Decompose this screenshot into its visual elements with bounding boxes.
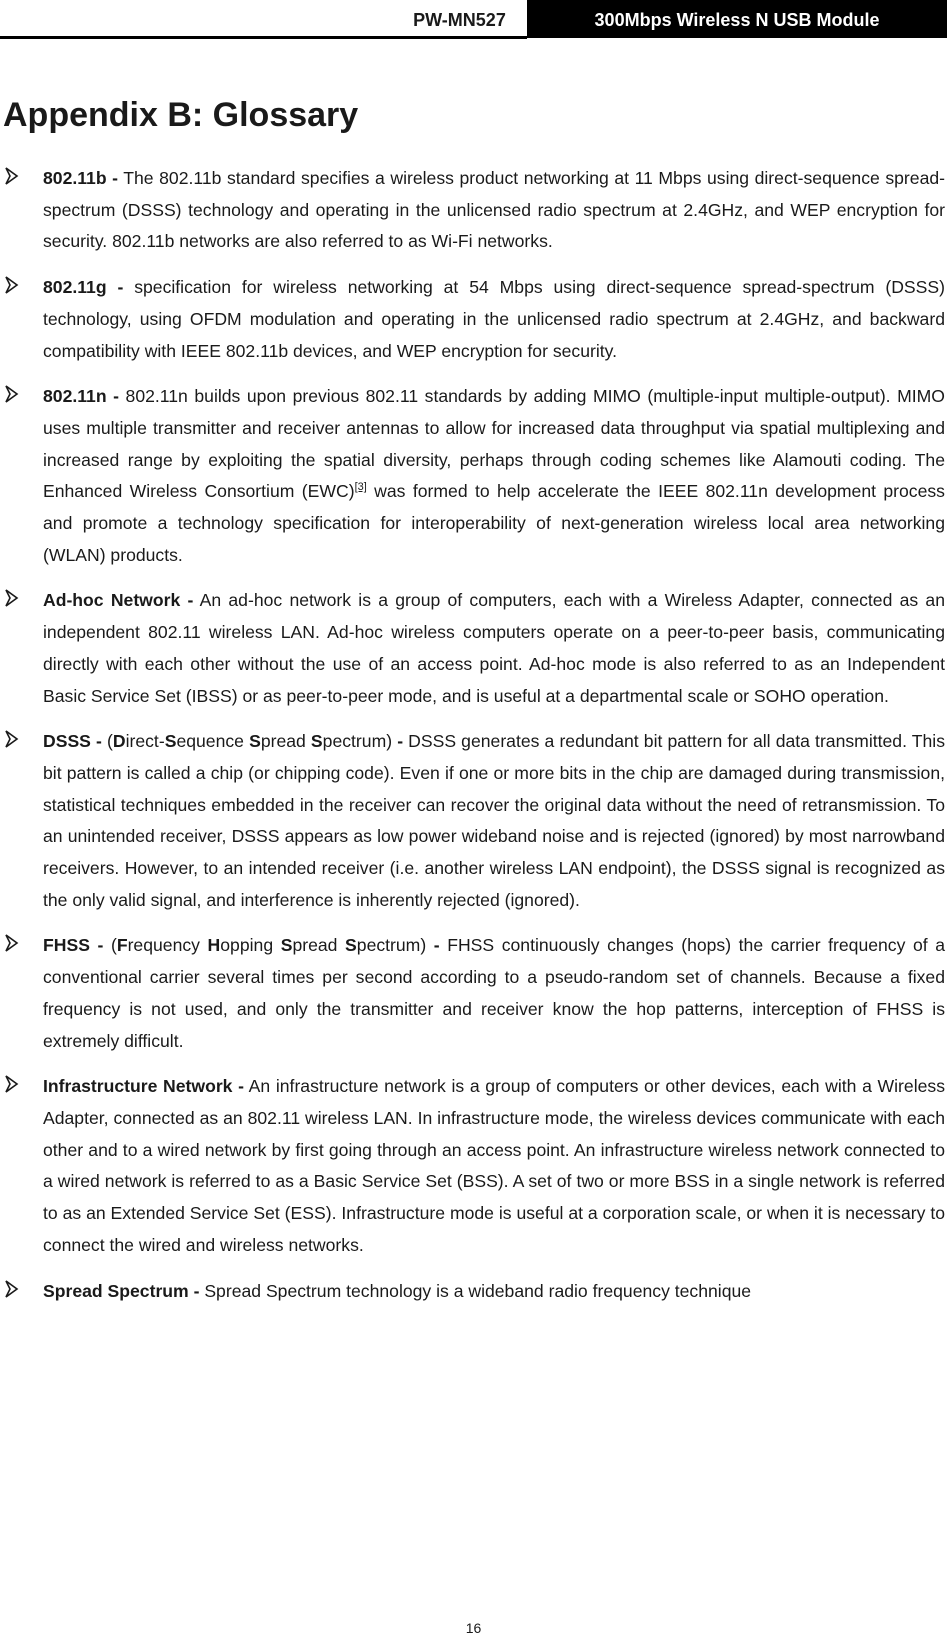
term-label: DSSS - [43, 731, 102, 752]
term-label: Spread Spectrum - [43, 1280, 200, 1301]
definition-part-1: 802.11n builds upon previous 802.11 standards by adding MIMO (multiple-input multiple-output). MIMO uses multiple transmitter and receiver antennas to allow for increased data throughput via spatial multiplexing and increased range by exploiting the spatial diversity, perhaps through coding schemes like Alamouti coding. The Enhanced Wireless Consortium (EWC) [43, 386, 945, 502]
arrow-bullet-icon [4, 588, 20, 608]
arrow-bullet-icon [4, 1074, 20, 1094]
acronym-letter: S [249, 731, 261, 752]
reference-link[interactable]: [3] [354, 481, 367, 494]
definition-segment: DSSS generates a redundant bit pattern for all data transmitted. This bit pattern is called a chip (or chipping code). Even if one or more bits in the chip are damaged during transmission, statistical techniques embedded in the receiver can recover the original data without the need of retransmission. To an unintended receiver, DSSS appears as low power wideband noise and is rejected (ignored) by most narrowband receivers. However, to an intended receiver (i.e. another wireless LAN endpoint), the DSSS signal is recognized as the only valid signal, and interference is inherently rejected (ignored). [43, 731, 945, 910]
acronym-letter: F [116, 935, 128, 956]
definition-segment: requency [127, 935, 208, 956]
glossary-entry-802-11g [0, 272, 945, 367]
entry-text [43, 585, 945, 712]
arrow-bullet-icon [4, 384, 20, 404]
glossary-entry-dsss [0, 726, 945, 916]
acronym-letter: H [207, 935, 221, 956]
glossary-entry-spread-spectrum [0, 1276, 945, 1308]
definition-segment: FHSS continuously changes (hops) the carrier frequency of a conventional carrier several times per second according to a pseudo-random set of channels. Because a fixed frequency is not used, and only the transmitter and receiver know the hop patterns, interception of FHSS is extremely difficult. [43, 935, 946, 1051]
definition-segment: pread [260, 731, 311, 752]
definition: An ad-hoc network is a group of computers, each with a Wireless Adapter, connected as an independent 802.11 wireless LAN. Ad-hoc wireless computers operate on a peer-to-peer basis, communicating directly with each other without the use of an access point. Ad-hoc mode is also referred to as an Independent Basic Service Set (IBSS) or as peer-to-peer mode, and is useful at a departmental scale or SOHO operation. [43, 590, 946, 706]
dash-separator: - [397, 731, 404, 752]
glossary-entry-802-11b [0, 163, 945, 258]
entry-text [43, 272, 945, 367]
term-label: 802.11n - [43, 386, 119, 407]
term-label: Ad-hoc Network - [43, 590, 194, 611]
term-label: 802.11b - [43, 168, 119, 188]
dash-separator: - [433, 935, 440, 956]
acronym-letter: S [280, 935, 293, 956]
header-rule [0, 36, 527, 39]
glossary-entry-fhss [0, 930, 945, 1057]
acronym-letter: S [345, 935, 357, 956]
definition-segment: pectrum) [356, 935, 434, 956]
arrow-bullet-icon [4, 933, 20, 953]
glossary-entry-infrastructure-network [0, 1071, 945, 1261]
page-number: 16 [465, 1620, 482, 1636]
definition-segment: pectrum) [322, 731, 398, 752]
definition-segment: pread [292, 935, 346, 956]
arrow-bullet-icon [4, 729, 20, 749]
definition: specification for wireless networking at 54 Mbps using direct-sequence spread-spectrum (DSSS) technology, using OFDM modulation and operating in the unlicensed radio spectrum at 2.4GHz, and backward compatibility with IEEE 802.11b devices, and WEP encryption for security. [43, 277, 946, 361]
page-title: Appendix B: Glossary [3, 96, 359, 134]
arrow-bullet-icon [4, 166, 20, 186]
definition: An infrastructure network is a group of computers or other devices, each with a Wireless Adapter, connected as an 802.11 wireless LAN. In infrastructure mode, the wireless devices communicate with each other and to a wired network by first going through an access point. An infrastructure wireless network connected to a wired network is referred to as a Basic Service Set (BSS). A set of two or more BSS in a single network is referred to as an Extended Service Set (ESS). Infrastructure mode is useful at a corporation scale, or when it is necessary to connect the wired and wireless networks. [43, 1076, 945, 1255]
acronym-letter: S [164, 731, 177, 752]
entry-text [43, 163, 945, 258]
entry-text [43, 1276, 945, 1308]
definition-segment: irect- [125, 731, 165, 752]
header-model: PW-MN527 [413, 10, 506, 30]
definition-segment: opping [220, 935, 281, 956]
definition: Spread Spectrum technology is a wideband radio frequency technique [199, 1280, 752, 1301]
acronym-letter: S [310, 731, 323, 752]
entry-text [43, 930, 945, 1057]
term-label: 802.11g - [43, 277, 124, 298]
arrow-bullet-icon [4, 275, 20, 295]
entry-text [43, 1071, 945, 1261]
header-product-title: 300Mbps Wireless N USB Module [527, 0, 947, 38]
entry-text [43, 726, 945, 916]
definition-segment: ( [101, 731, 113, 752]
page-header [0, 0, 947, 38]
definition-segment: ( [103, 935, 117, 956]
glossary-entry-ad-hoc-network [0, 585, 945, 712]
glossary-entry-802-11n [0, 381, 945, 571]
acronym-letter: D [112, 731, 126, 752]
definition: The 802.11b standard specifies a wireless product networking at 11 Mbps using direct-sequence spread-spectrum (DSSS) technology and operating in the unlicensed radio spectrum at 2.4GHz, and WEP encryption for security. 802.11b networks are also referred to as Wi-Fi networks. [43, 168, 946, 252]
entry-text [43, 381, 945, 571]
glossary-list [0, 163, 947, 1321]
arrow-bullet-icon [4, 1279, 20, 1299]
term-label: Infrastructure Network - [43, 1076, 244, 1097]
definition-segment: equence [176, 731, 250, 752]
term-label: FHSS - [43, 935, 104, 956]
definition-part-2: was formed to help accelerate the IEEE 802.11n development process and promote a technology specification for interoperability of next-generation wireless local area networking (WLAN) products. [43, 481, 945, 565]
